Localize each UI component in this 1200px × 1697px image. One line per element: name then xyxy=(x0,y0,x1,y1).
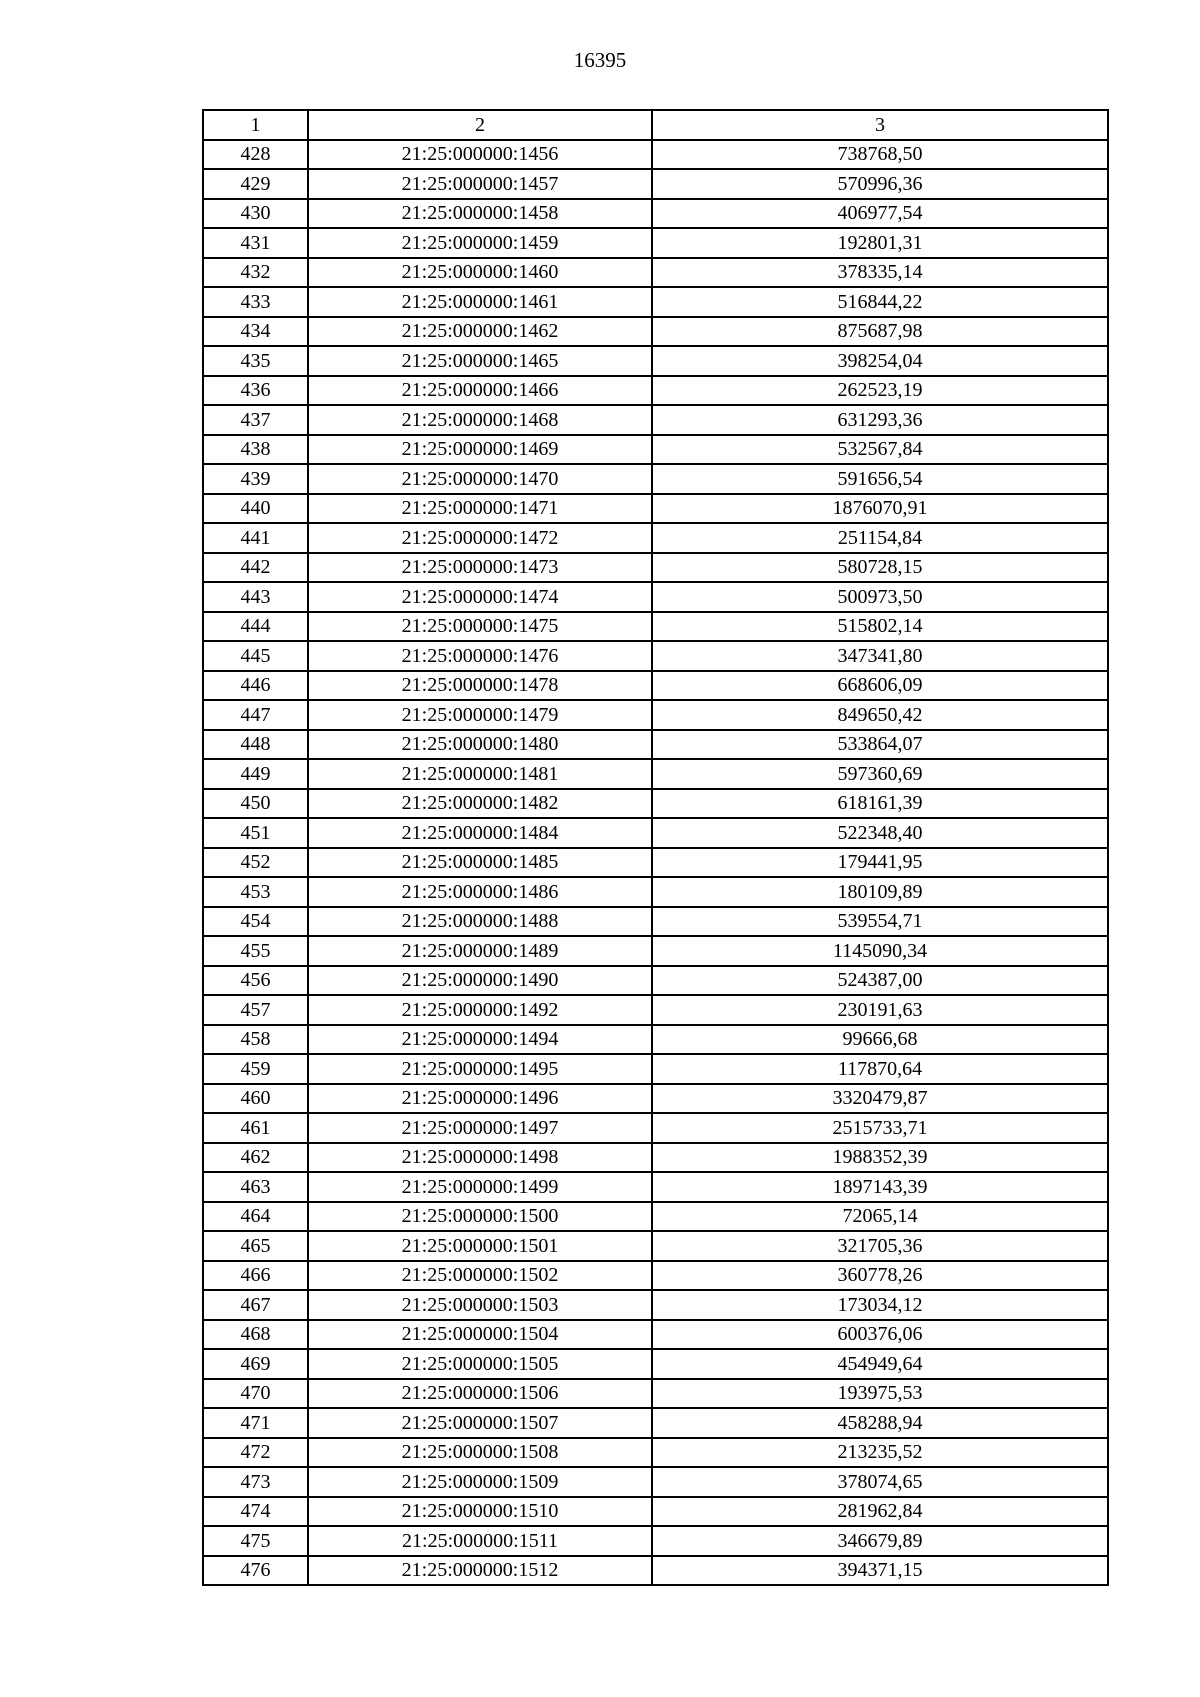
cadastral-number-cell: 21:25:000000:1495 xyxy=(308,1054,652,1084)
value-cell: 99666,68 xyxy=(652,1025,1108,1055)
value-cell: 193975,53 xyxy=(652,1379,1108,1409)
row-number-cell: 458 xyxy=(203,1025,308,1055)
cadastral-number-cell: 21:25:000000:1486 xyxy=(308,877,652,907)
cadastral-number-cell: 21:25:000000:1465 xyxy=(308,346,652,376)
cadastral-number-cell: 21:25:000000:1488 xyxy=(308,907,652,937)
cadastral-number-cell: 21:25:000000:1501 xyxy=(308,1231,652,1261)
row-number-cell: 457 xyxy=(203,995,308,1025)
table-row xyxy=(203,700,1108,730)
value-cell: 597360,69 xyxy=(652,759,1108,789)
table-header xyxy=(203,110,1108,140)
value-cell: 72065,14 xyxy=(652,1202,1108,1232)
value-cell: 3320479,87 xyxy=(652,1084,1108,1114)
table-row xyxy=(203,435,1108,465)
row-number-cell: 459 xyxy=(203,1054,308,1084)
cadastral-number-cell: 21:25:000000:1508 xyxy=(308,1438,652,1468)
cadastral-number-cell: 21:25:000000:1484 xyxy=(308,818,652,848)
table-row xyxy=(203,346,1108,376)
value-cell: 533864,07 xyxy=(652,730,1108,760)
page-number: 16395 xyxy=(573,48,627,72)
value-cell: 516844,22 xyxy=(652,287,1108,317)
table-row xyxy=(203,1084,1108,1114)
row-number-cell: 437 xyxy=(203,405,308,435)
table-row xyxy=(203,376,1108,406)
value-cell: 117870,64 xyxy=(652,1054,1108,1084)
table-row xyxy=(203,169,1108,199)
cadastral-number-cell: 21:25:000000:1489 xyxy=(308,936,652,966)
value-cell: 522348,40 xyxy=(652,818,1108,848)
value-cell: 1876070,91 xyxy=(652,494,1108,524)
row-number-cell: 445 xyxy=(203,641,308,671)
value-cell: 398254,04 xyxy=(652,346,1108,376)
row-number-cell: 461 xyxy=(203,1113,308,1143)
cadastral-number-cell: 21:25:000000:1479 xyxy=(308,700,652,730)
cadastral-number-cell: 21:25:000000:1511 xyxy=(308,1526,652,1556)
value-cell: 213235,52 xyxy=(652,1438,1108,1468)
table-row xyxy=(203,1261,1108,1291)
table-row xyxy=(203,405,1108,435)
value-cell: 378335,14 xyxy=(652,258,1108,288)
value-cell: 281962,84 xyxy=(652,1497,1108,1527)
row-number-cell: 441 xyxy=(203,523,308,553)
cadastral-number-cell: 21:25:000000:1490 xyxy=(308,966,652,996)
table-row xyxy=(203,1290,1108,1320)
table-body xyxy=(203,140,1108,1586)
table-row xyxy=(203,1113,1108,1143)
value-cell: 454949,64 xyxy=(652,1349,1108,1379)
table-row xyxy=(203,759,1108,789)
value-cell: 394371,15 xyxy=(652,1556,1108,1586)
cadastral-number-cell: 21:25:000000:1462 xyxy=(308,317,652,347)
value-cell: 591656,54 xyxy=(652,464,1108,494)
value-cell: 378074,65 xyxy=(652,1467,1108,1497)
cadastral-number-cell: 21:25:000000:1504 xyxy=(308,1320,652,1350)
table-row xyxy=(203,1497,1108,1527)
table-row xyxy=(203,1467,1108,1497)
row-number-cell: 439 xyxy=(203,464,308,494)
cadastral-number-cell: 21:25:000000:1485 xyxy=(308,848,652,878)
cadastral-number-cell: 21:25:000000:1458 xyxy=(308,199,652,229)
value-cell: 251154,84 xyxy=(652,523,1108,553)
row-number-cell: 450 xyxy=(203,789,308,819)
cadastral-number-cell: 21:25:000000:1480 xyxy=(308,730,652,760)
value-cell: 515802,14 xyxy=(652,612,1108,642)
row-number-cell: 429 xyxy=(203,169,308,199)
value-cell: 500973,50 xyxy=(652,582,1108,612)
table-row xyxy=(203,936,1108,966)
cadastral-number-cell: 21:25:000000:1478 xyxy=(308,671,652,701)
value-cell: 738768,50 xyxy=(652,140,1108,170)
cadastral-number-cell: 21:25:000000:1476 xyxy=(308,641,652,671)
row-number-cell: 460 xyxy=(203,1084,308,1114)
table-row xyxy=(203,1408,1108,1438)
cadastral-number-cell: 21:25:000000:1492 xyxy=(308,995,652,1025)
value-cell: 668606,09 xyxy=(652,671,1108,701)
row-number-cell: 465 xyxy=(203,1231,308,1261)
cadastral-number-cell: 21:25:000000:1468 xyxy=(308,405,652,435)
row-number-cell: 456 xyxy=(203,966,308,996)
table-row xyxy=(203,258,1108,288)
table-row xyxy=(203,199,1108,229)
row-number-cell: 453 xyxy=(203,877,308,907)
value-cell: 618161,39 xyxy=(652,789,1108,819)
column-header-2: 2 xyxy=(308,110,652,140)
table-row xyxy=(203,1231,1108,1261)
value-cell: 875687,98 xyxy=(652,317,1108,347)
row-number-cell: 452 xyxy=(203,848,308,878)
value-cell: 1897143,39 xyxy=(652,1172,1108,1202)
row-number-cell: 475 xyxy=(203,1526,308,1556)
table-row xyxy=(203,1172,1108,1202)
table-row xyxy=(203,671,1108,701)
value-cell: 180109,89 xyxy=(652,877,1108,907)
value-cell: 1988352,39 xyxy=(652,1143,1108,1173)
row-number-cell: 448 xyxy=(203,730,308,760)
data-table xyxy=(202,109,1109,1586)
value-cell: 406977,54 xyxy=(652,199,1108,229)
value-cell: 532567,84 xyxy=(652,435,1108,465)
cadastral-number-cell: 21:25:000000:1456 xyxy=(308,140,652,170)
value-cell: 539554,71 xyxy=(652,907,1108,937)
value-cell: 2515733,71 xyxy=(652,1113,1108,1143)
cadastral-number-cell: 21:25:000000:1509 xyxy=(308,1467,652,1497)
value-cell: 570996,36 xyxy=(652,169,1108,199)
value-cell: 524387,00 xyxy=(652,966,1108,996)
row-number-cell: 471 xyxy=(203,1408,308,1438)
cadastral-number-cell: 21:25:000000:1472 xyxy=(308,523,652,553)
row-number-cell: 428 xyxy=(203,140,308,170)
table-row xyxy=(203,464,1108,494)
table-row xyxy=(203,1556,1108,1586)
value-cell: 230191,63 xyxy=(652,995,1108,1025)
table-row xyxy=(203,1143,1108,1173)
cadastral-number-cell: 21:25:000000:1503 xyxy=(308,1290,652,1320)
cadastral-number-cell: 21:25:000000:1502 xyxy=(308,1261,652,1291)
cadastral-number-cell: 21:25:000000:1469 xyxy=(308,435,652,465)
value-cell: 192801,31 xyxy=(652,228,1108,258)
row-number-cell: 476 xyxy=(203,1556,308,1586)
row-number-cell: 472 xyxy=(203,1438,308,1468)
row-number-cell: 431 xyxy=(203,228,308,258)
cadastral-number-cell: 21:25:000000:1506 xyxy=(308,1379,652,1409)
cadastral-number-cell: 21:25:000000:1461 xyxy=(308,287,652,317)
row-number-cell: 474 xyxy=(203,1497,308,1527)
value-cell: 360778,26 xyxy=(652,1261,1108,1291)
cadastral-number-cell: 21:25:000000:1498 xyxy=(308,1143,652,1173)
cadastral-number-cell: 21:25:000000:1505 xyxy=(308,1349,652,1379)
row-number-cell: 444 xyxy=(203,612,308,642)
value-cell: 179441,95 xyxy=(652,848,1108,878)
row-number-cell: 449 xyxy=(203,759,308,789)
value-cell: 346679,89 xyxy=(652,1526,1108,1556)
table-row xyxy=(203,877,1108,907)
row-number-cell: 446 xyxy=(203,671,308,701)
row-number-cell: 440 xyxy=(203,494,308,524)
value-cell: 580728,15 xyxy=(652,553,1108,583)
cadastral-number-cell: 21:25:000000:1499 xyxy=(308,1172,652,1202)
row-number-cell: 473 xyxy=(203,1467,308,1497)
row-number-cell: 462 xyxy=(203,1143,308,1173)
value-cell: 1145090,34 xyxy=(652,936,1108,966)
table-row xyxy=(203,1320,1108,1350)
column-header-3: 3 xyxy=(652,110,1108,140)
cadastral-number-cell: 21:25:000000:1510 xyxy=(308,1497,652,1527)
value-cell: 321705,36 xyxy=(652,1231,1108,1261)
cadastral-number-cell: 21:25:000000:1496 xyxy=(308,1084,652,1114)
row-number-cell: 469 xyxy=(203,1349,308,1379)
row-number-cell: 430 xyxy=(203,199,308,229)
table-row xyxy=(203,848,1108,878)
table-row xyxy=(203,140,1108,170)
table-row xyxy=(203,818,1108,848)
row-number-cell: 467 xyxy=(203,1290,308,1320)
cadastral-number-cell: 21:25:000000:1512 xyxy=(308,1556,652,1586)
row-number-cell: 455 xyxy=(203,936,308,966)
row-number-cell: 433 xyxy=(203,287,308,317)
table-row xyxy=(203,907,1108,937)
cadastral-number-cell: 21:25:000000:1481 xyxy=(308,759,652,789)
row-number-cell: 436 xyxy=(203,376,308,406)
value-cell: 600376,06 xyxy=(652,1320,1108,1350)
cadastral-number-cell: 21:25:000000:1482 xyxy=(308,789,652,819)
cadastral-number-cell: 21:25:000000:1474 xyxy=(308,582,652,612)
cadastral-number-cell: 21:25:000000:1494 xyxy=(308,1025,652,1055)
table-row xyxy=(203,1025,1108,1055)
table-row xyxy=(203,995,1108,1025)
cadastral-number-cell: 21:25:000000:1466 xyxy=(308,376,652,406)
value-cell: 458288,94 xyxy=(652,1408,1108,1438)
row-number-cell: 464 xyxy=(203,1202,308,1232)
table-row xyxy=(203,553,1108,583)
table-row xyxy=(203,1526,1108,1556)
table-row xyxy=(203,612,1108,642)
value-cell: 173034,12 xyxy=(652,1290,1108,1320)
row-number-cell: 447 xyxy=(203,700,308,730)
table-row xyxy=(203,641,1108,671)
table-row xyxy=(203,317,1108,347)
cadastral-number-cell: 21:25:000000:1460 xyxy=(308,258,652,288)
cadastral-number-cell: 21:25:000000:1470 xyxy=(308,464,652,494)
cadastral-number-cell: 21:25:000000:1471 xyxy=(308,494,652,524)
row-number-cell: 463 xyxy=(203,1172,308,1202)
row-number-cell: 442 xyxy=(203,553,308,583)
row-number-cell: 454 xyxy=(203,907,308,937)
table-row xyxy=(203,1202,1108,1232)
row-number-cell: 466 xyxy=(203,1261,308,1291)
table-row xyxy=(203,582,1108,612)
table-row xyxy=(203,1054,1108,1084)
table-row xyxy=(203,1349,1108,1379)
cadastral-number-cell: 21:25:000000:1473 xyxy=(308,553,652,583)
column-header-1: 1 xyxy=(203,110,308,140)
row-number-cell: 451 xyxy=(203,818,308,848)
value-cell: 262523,19 xyxy=(652,376,1108,406)
cadastral-number-cell: 21:25:000000:1459 xyxy=(308,228,652,258)
row-number-cell: 438 xyxy=(203,435,308,465)
row-number-cell: 434 xyxy=(203,317,308,347)
row-number-cell: 443 xyxy=(203,582,308,612)
value-cell: 849650,42 xyxy=(652,700,1108,730)
table-row xyxy=(203,1379,1108,1409)
table-row xyxy=(203,287,1108,317)
row-number-cell: 468 xyxy=(203,1320,308,1350)
header-row xyxy=(203,110,1108,140)
table-row xyxy=(203,1438,1108,1468)
row-number-cell: 432 xyxy=(203,258,308,288)
cadastral-number-cell: 21:25:000000:1497 xyxy=(308,1113,652,1143)
table-row xyxy=(203,228,1108,258)
value-cell: 347341,80 xyxy=(652,641,1108,671)
row-number-cell: 470 xyxy=(203,1379,308,1409)
cadastral-number-cell: 21:25:000000:1457 xyxy=(308,169,652,199)
value-cell: 631293,36 xyxy=(652,405,1108,435)
cadastral-number-cell: 21:25:000000:1500 xyxy=(308,1202,652,1232)
table-row xyxy=(203,730,1108,760)
table-row xyxy=(203,789,1108,819)
cadastral-number-cell: 21:25:000000:1507 xyxy=(308,1408,652,1438)
table-row xyxy=(203,966,1108,996)
cadastral-number-cell: 21:25:000000:1475 xyxy=(308,612,652,642)
table-row xyxy=(203,523,1108,553)
row-number-cell: 435 xyxy=(203,346,308,376)
table-row xyxy=(203,494,1108,524)
